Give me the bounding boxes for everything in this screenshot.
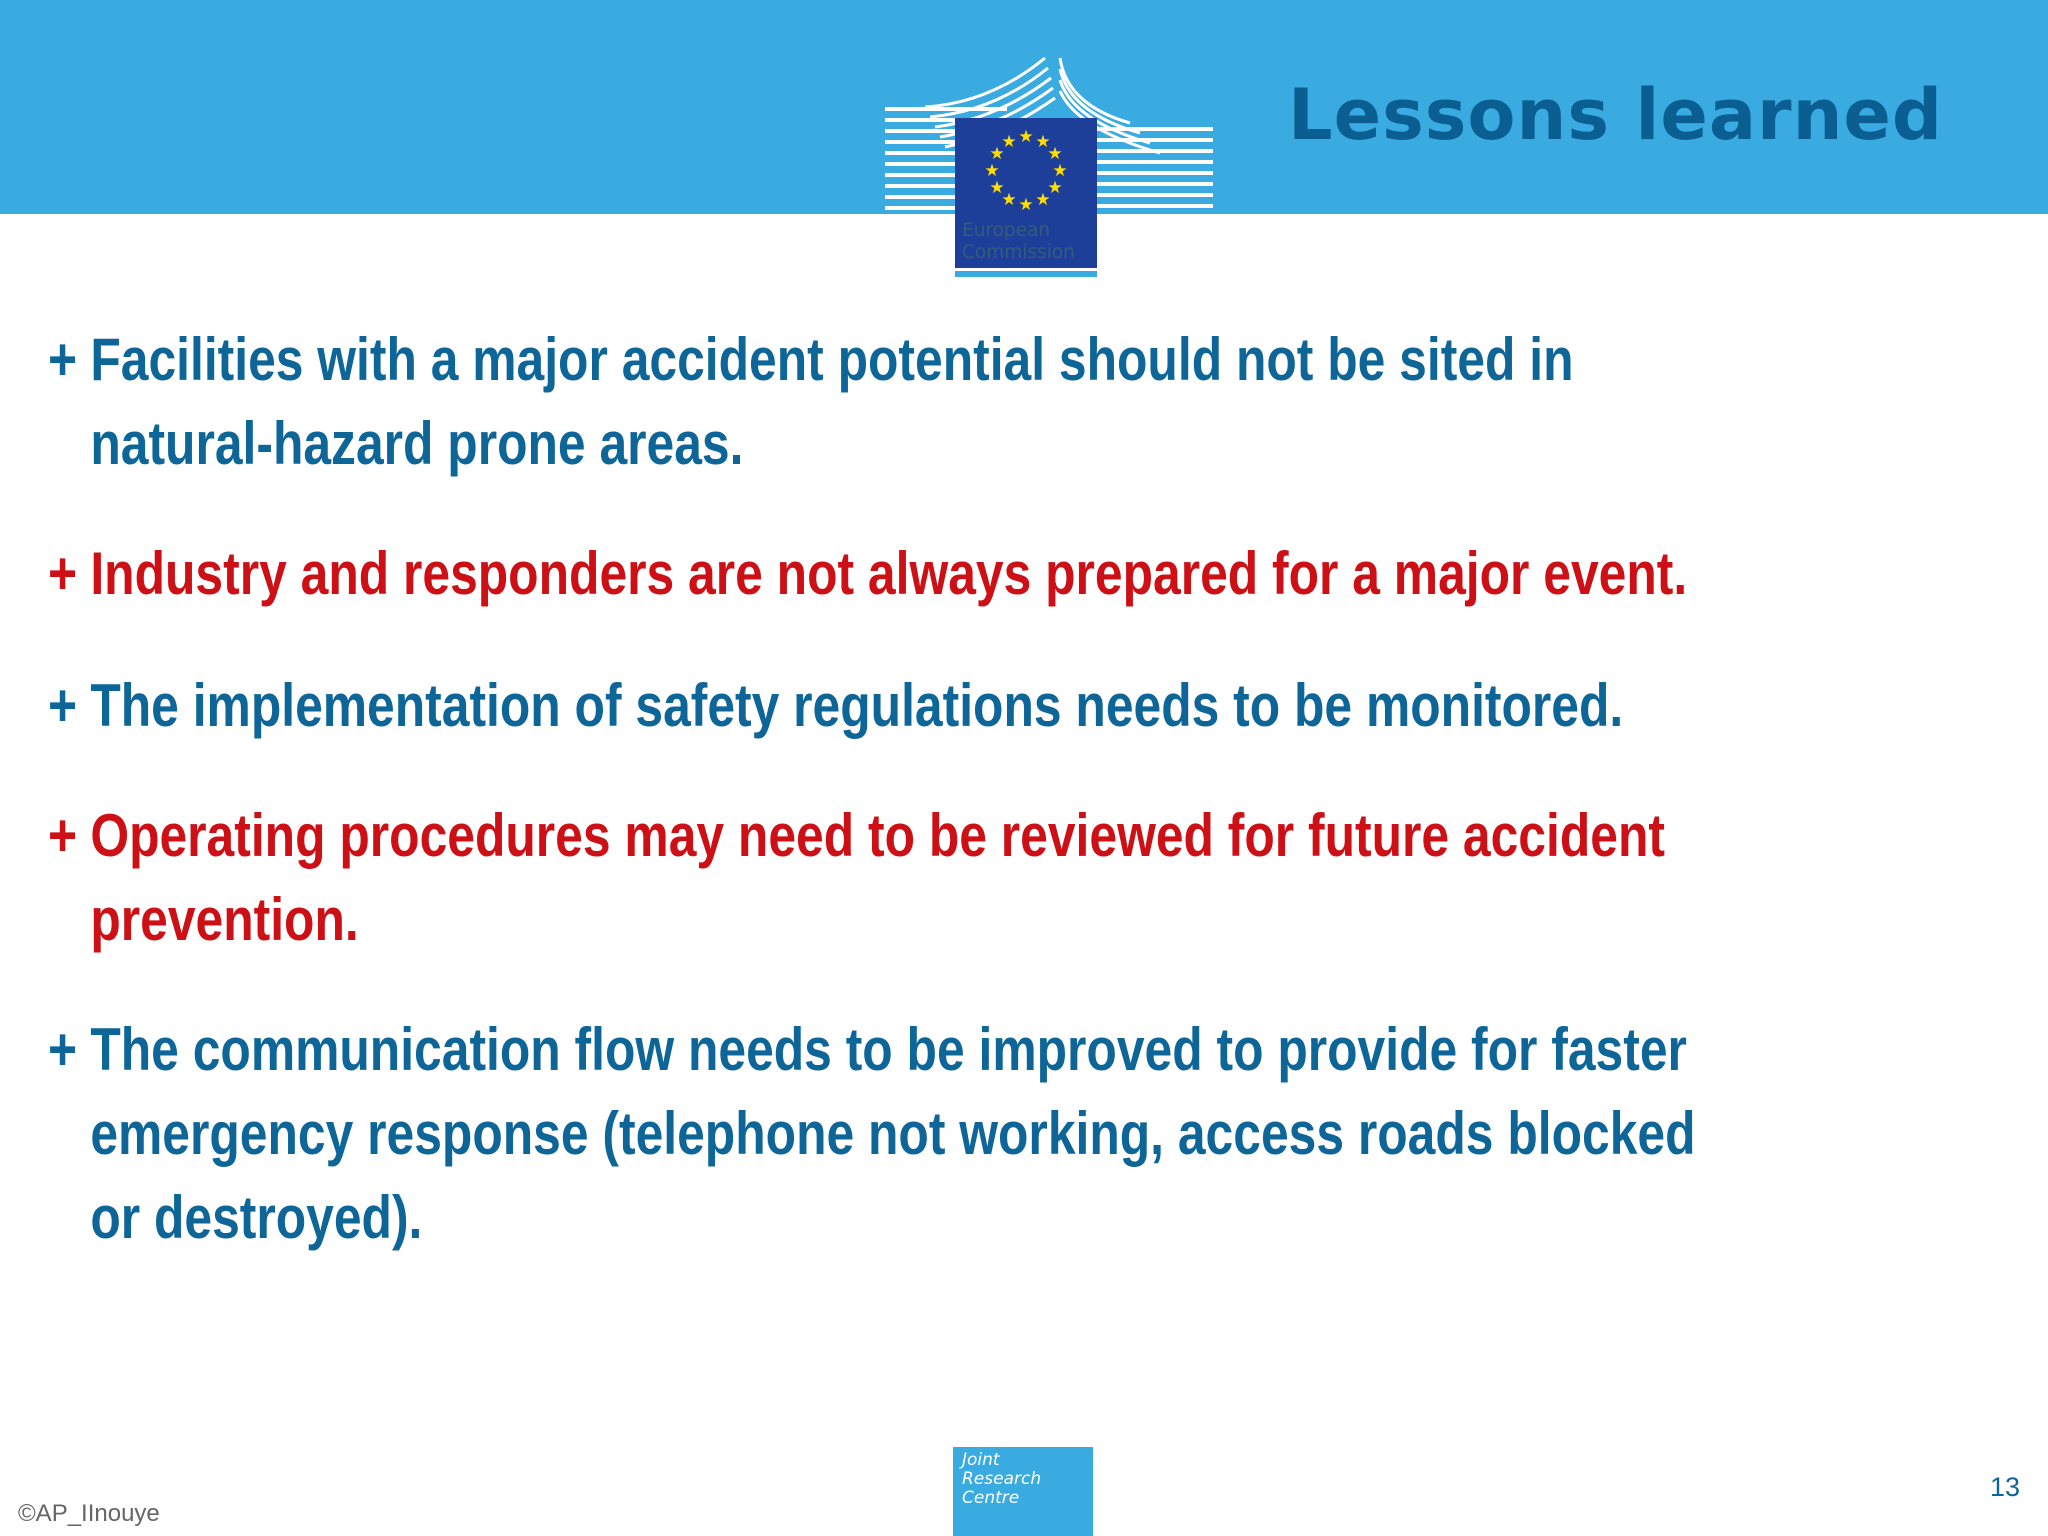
bullet-marker: + <box>48 1016 78 1083</box>
bullet-text: Operating procedures may need to be reviewed for future accident prevention. <box>90 802 1665 953</box>
bullet-marker: + <box>48 672 78 739</box>
logo-underline <box>955 271 1097 277</box>
page-number: 13 <box>1989 1472 2020 1502</box>
european-commission-logo <box>885 55 1215 285</box>
bullet-item <box>48 532 1916 616</box>
bullet-list <box>48 318 1988 1260</box>
svg-text:★: ★ <box>1001 190 1017 210</box>
svg-text:★: ★ <box>1035 190 1051 210</box>
svg-text:★: ★ <box>1035 132 1051 152</box>
svg-text:★: ★ <box>989 178 1005 198</box>
copyright-notice: ©AP_IInouye <box>18 1500 160 1527</box>
bullet-item <box>48 794 1916 962</box>
svg-text:★: ★ <box>1001 132 1017 152</box>
bullet-text: Facilities with a major accident potential should not be sited in natural-hazard prone areas. <box>90 326 1574 477</box>
svg-text:★: ★ <box>1052 161 1068 181</box>
svg-text:★: ★ <box>1047 178 1063 198</box>
bullet-text: The implementation of safety regulations needs to be monitored. <box>90 672 1624 739</box>
logo-text: European Commission <box>962 220 1075 263</box>
bullet-item <box>48 318 1916 486</box>
bullet-item <box>48 1008 1916 1260</box>
svg-text:★: ★ <box>1018 195 1034 215</box>
bullet-text: The communication flow needs to be improved to provide for faster emergency response (telephone not working, access roads blocked or destroyed). <box>90 1016 1696 1251</box>
bullet-marker: + <box>48 540 78 607</box>
jrc-logo <box>953 1447 1093 1536</box>
svg-text:★: ★ <box>984 161 1000 181</box>
svg-text:★: ★ <box>1047 144 1063 164</box>
svg-text:★: ★ <box>989 144 1005 164</box>
bullet-text: Industry and responders are not always prepared for a major event. <box>90 540 1688 607</box>
bullet-marker: + <box>48 326 78 393</box>
svg-text:★: ★ <box>1018 127 1034 147</box>
bullet-marker: + <box>48 802 78 869</box>
bullet-item <box>48 664 1916 748</box>
slide-title: Lessons learned <box>1287 74 1943 156</box>
jrc-logo-text: Joint Research Centre <box>962 1450 1042 1508</box>
